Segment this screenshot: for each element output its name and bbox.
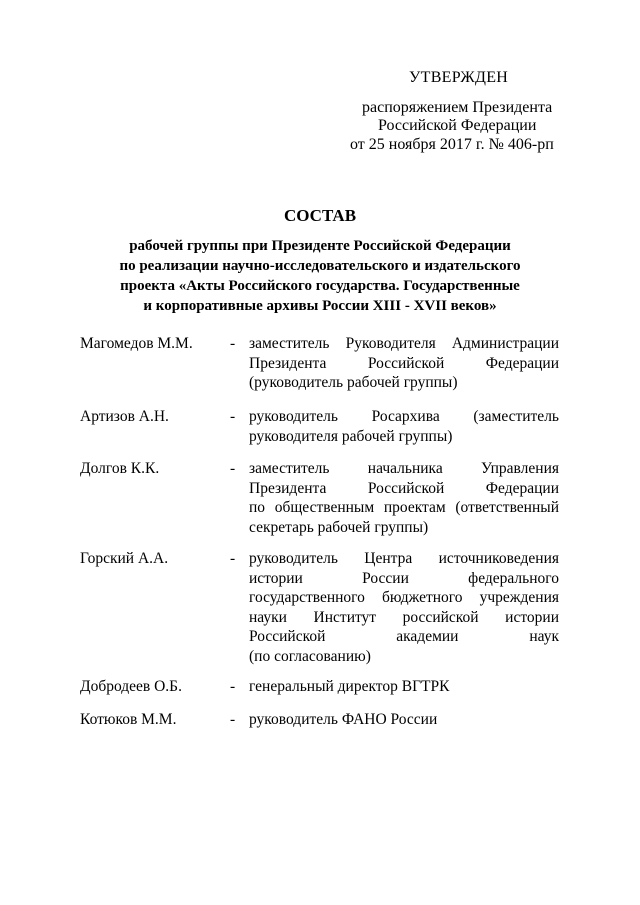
member-position-line: (руководитель рабочей группы) <box>249 374 458 391</box>
subtitle-line: и корпоративные архивы России XIII - XVII веков» <box>143 298 497 314</box>
member-name: Котюков М.М. <box>80 711 177 728</box>
subtitle-line: по реализации научно-исследовательского и издательского <box>119 258 521 274</box>
member-position-line: генеральный директор ВГТРК <box>249 678 450 695</box>
member-position <box>249 549 559 666</box>
member-position-line: (по согласованию) <box>249 647 371 665</box>
approval-date-line: от 25 ноября 2017 г. № 406-рп <box>350 136 554 153</box>
member-position-line: заместитель Руководителя Администрации <box>249 335 559 352</box>
member-position-line: руководителя рабочей группы) <box>249 427 453 445</box>
member-position <box>249 677 559 697</box>
member-dash: - <box>230 550 236 567</box>
member-position-line: руководитель Центра источниковедения <box>249 550 559 567</box>
member-dash: - <box>230 460 236 477</box>
member-position-line: руководитель ФАНО России <box>249 711 438 728</box>
member-position-line: Российской академии наук <box>249 628 559 645</box>
member-name: Артизов А.Н. <box>80 408 169 425</box>
member-dash: - <box>230 408 236 425</box>
member-position-line: заместитель начальника Управления <box>249 460 559 477</box>
approved-heading: УТВЕРЖДЕН <box>409 69 509 86</box>
member-name: Долгов К.К. <box>80 460 160 477</box>
member-position-line: руководитель Росархива (заместитель <box>249 408 559 425</box>
subtitle-line: проекта «Акты Российского государства. Государственные <box>120 278 520 294</box>
member-position-line: истории России федерального <box>249 569 559 587</box>
member-position <box>249 710 559 730</box>
member-dash: - <box>230 678 236 695</box>
member-name: Горский А.А. <box>80 550 169 567</box>
member-dash: - <box>230 335 236 352</box>
member-position-line: по общественным проектам (ответственный <box>249 499 559 516</box>
member-position <box>249 407 559 446</box>
member-position-line: науки Институт российской истории <box>249 608 559 626</box>
member-position-line: секретарь рабочей группы) <box>249 518 429 536</box>
document-subtitle <box>100 236 540 316</box>
member-position-line: Президента Российской Федерации <box>249 479 559 497</box>
member-name: Добродеев О.Б. <box>80 678 182 695</box>
member-dash: - <box>230 711 236 728</box>
member-position-line: Президента Российской Федерации <box>249 354 559 372</box>
member-position-line: государственного бюджетного учреждения <box>249 589 559 606</box>
member-position <box>249 334 559 393</box>
approval-order-line: распоряжением Президента <box>362 99 553 116</box>
approval-federation-line: Российской Федерации <box>378 117 537 134</box>
document-title: СОСТАВ <box>283 206 357 225</box>
member-name: Магомедов М.М. <box>80 335 193 352</box>
subtitle-line: рабочей группы при Президенте Российской Федерации <box>129 238 511 254</box>
member-position <box>249 459 559 537</box>
